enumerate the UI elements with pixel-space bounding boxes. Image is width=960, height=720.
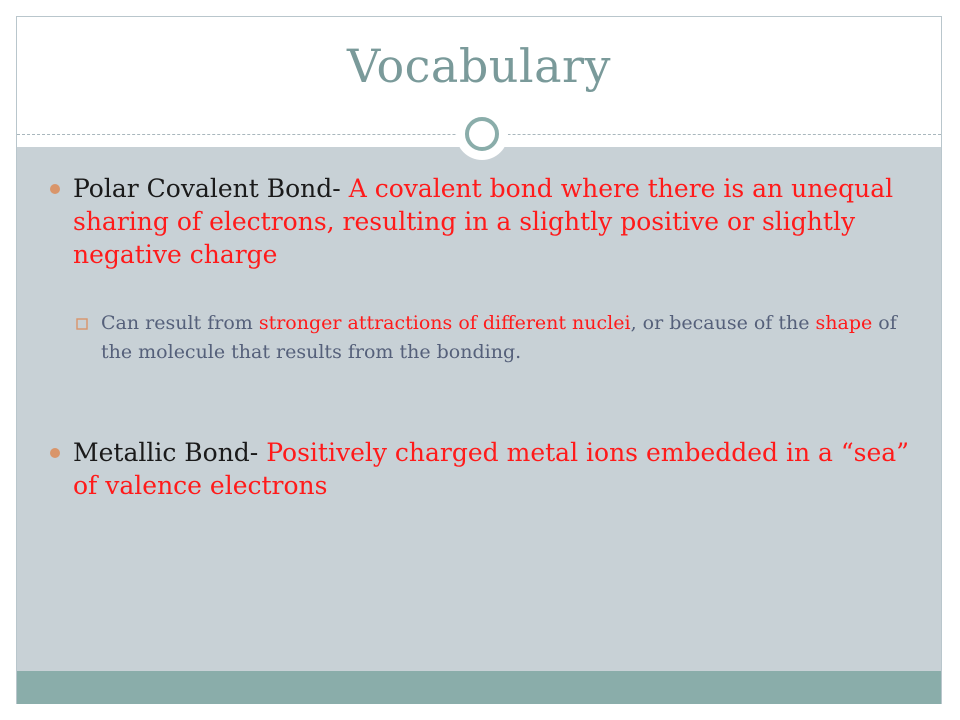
bullet-metallic-bond: [73, 436, 923, 502]
sub-bullet-polar-causes: [101, 309, 921, 367]
bullet-icon: [50, 184, 60, 194]
term-label: Metallic Bond-: [73, 438, 259, 467]
slide-title: Vocabulary: [346, 39, 612, 93]
decorative-ring-inner-icon: [465, 117, 499, 151]
term-label: Polar Covalent Bond-: [73, 174, 341, 203]
slide-frame: [16, 16, 942, 704]
footer-bar: [17, 671, 941, 704]
bullet-icon: [50, 448, 60, 458]
sub-highlight-text: stronger attractions of different nuclei: [258, 312, 631, 334]
sub-highlight-text: shape: [815, 312, 873, 334]
sub-text: of the molecule that results from the bonding.: [101, 312, 897, 363]
square-bullet-icon: [76, 318, 88, 330]
sub-text: , or because of the: [630, 312, 816, 334]
bullet-polar-covalent-bond: [73, 172, 923, 271]
definition-text: Positively charged metal ions embedded in a “sea” of valence electrons: [73, 438, 909, 500]
sub-text: Can result from: [101, 312, 259, 334]
definition-text: A covalent bond where there is an unequal sharing of electrons, resulting in a slightly positive or slightly negative charge: [73, 174, 894, 269]
